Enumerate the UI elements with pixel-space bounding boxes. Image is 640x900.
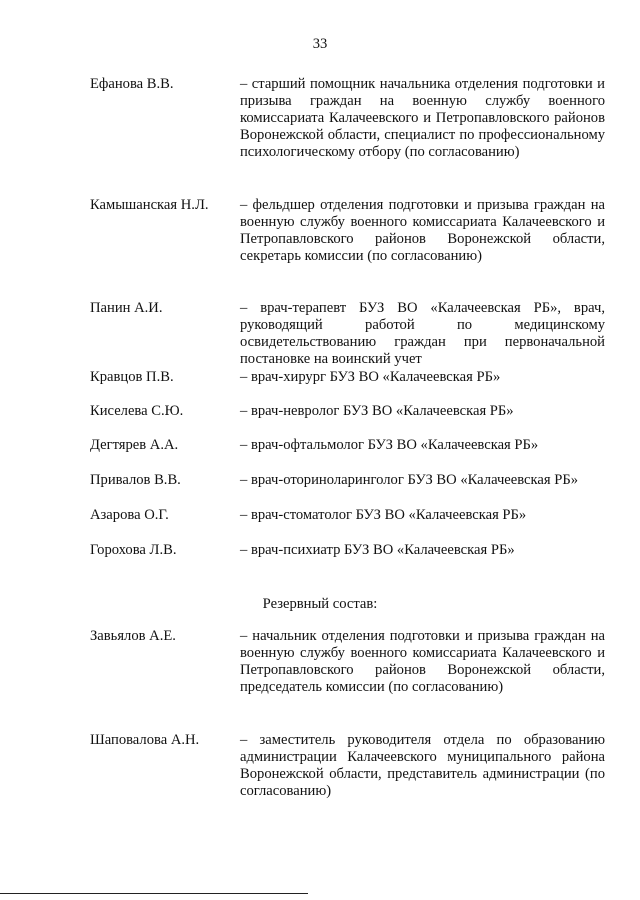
member-role: – фельдшер отделения подготовки и призыва граждан на военную службу военного комиссариата Калачеевского и Петропавловского районов Воронежской области, секретарь комиссии (по согласованию) — [240, 197, 605, 264]
footer-divider — [0, 893, 308, 894]
page-number: 33 — [312, 36, 328, 52]
member-name: Кравцов П.В. — [90, 369, 174, 385]
member-role: – начальник отделения подготовки и призыва граждан на военную службу военного комиссариата Калачеевского и Петропавловского районов Воронежской области, председатель комиссии (по согласованию) — [240, 628, 605, 695]
member-name: Азарова О.Г. — [90, 507, 169, 523]
member-role: – врач-офтальмолог БУЗ ВО «Калачеевская РБ» — [240, 437, 539, 453]
member-role: – заместитель руководителя отдела по образованию администрации Калачеевского муниципального района Воронежской области, представитель администрации (по согласованию) — [240, 732, 605, 799]
member-role: – врач-оториноларинголог БУЗ ВО «Калачеевская РБ» — [240, 472, 579, 488]
member-role: – врач-психиатр БУЗ ВО «Калачеевская РБ» — [240, 542, 515, 558]
member-name: Привалов В.В. — [90, 472, 181, 488]
member-role: – врач-стоматолог БУЗ ВО «Калачеевская РБ» — [240, 507, 527, 523]
member-role: – врач-хирург БУЗ ВО «Калачеевская РБ» — [240, 369, 501, 385]
member-name: Шаповалова А.Н. — [90, 732, 200, 748]
member-name: Панин А.И. — [90, 300, 163, 316]
member-name: Ефанова В.В. — [90, 76, 174, 92]
member-name: Завьялов А.Е. — [90, 628, 176, 644]
member-role: – врач-терапевт БУЗ ВО «Калачеевская РБ», врач, руководящий работой по медицинскому освидетельствованию граждан при первоначальной постановке на воинский учет — [240, 300, 605, 367]
member-name: Камышанская Н.Л. — [90, 197, 209, 213]
member-role: – старший помощник начальника отделения подготовки и призыва граждан на военную службу военного комиссариата Калачеевского и Петропавловского районов Воронежской области, специалист по профессиональному психологическому отбору (по согласованию) — [240, 76, 605, 160]
member-name: Дегтярев А.А. — [90, 437, 179, 453]
member-name: Горохова Л.В. — [90, 542, 177, 558]
member-role: – врач-невролог БУЗ ВО «Калачеевская РБ» — [240, 403, 514, 419]
member-name: Киселева С.Ю. — [90, 403, 184, 419]
reserve-heading: Резервный состав: — [262, 596, 378, 612]
